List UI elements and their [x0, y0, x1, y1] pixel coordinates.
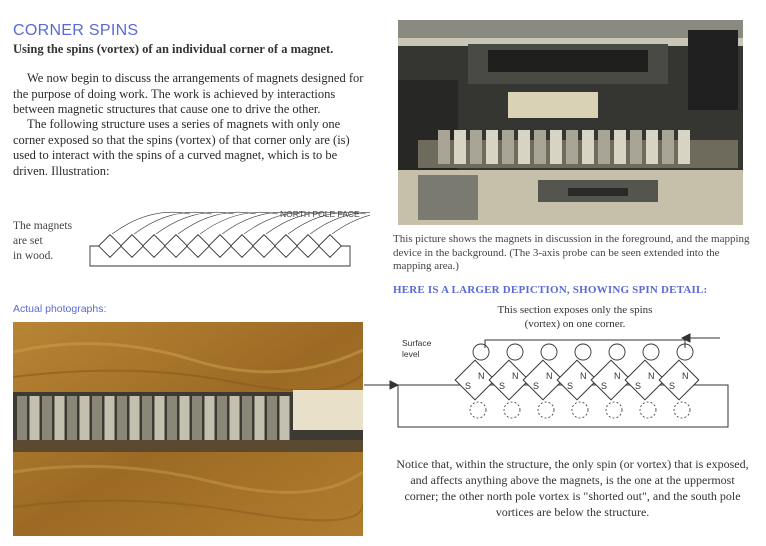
structure-paragraph: The following structure uses a series of magnets with only one corner exposed so that the spins (vortex) of that corner only are (is) used to interact with the spins of a curved magnet, which is to be driven. Illustration: — [13, 117, 350, 178]
photo-magnet — [17, 396, 27, 440]
south-pole-label: S — [601, 381, 608, 391]
small-magnet — [275, 235, 298, 258]
page-title: CORNER SPINS — [13, 22, 139, 39]
photo-magnet — [67, 396, 77, 440]
small-magnet — [319, 235, 342, 258]
north-vortex-loop — [643, 344, 659, 360]
magnets-set-label-line: The magnets — [13, 220, 73, 232]
south-pole-label: S — [499, 381, 506, 391]
small-magnet — [231, 235, 254, 258]
photo-magnet — [678, 130, 690, 164]
photo-magnet — [454, 130, 466, 164]
north-pole-label: N — [648, 371, 655, 381]
magnets-set-label-line: are set — [13, 235, 43, 247]
photo-magnet — [242, 396, 252, 440]
photo-magnet — [117, 396, 127, 440]
photo-magnet — [105, 396, 115, 440]
north-vortex-loop — [507, 344, 523, 360]
photo-magnet — [80, 396, 90, 440]
magnets-set-label-line: in wood. — [13, 250, 54, 262]
photo-magnet — [155, 396, 165, 440]
south-pole-label: S — [669, 381, 676, 391]
photo-magnet — [230, 396, 240, 440]
surface-level-line: level — [402, 349, 420, 359]
photo-magnet — [598, 130, 610, 164]
photo-magnet — [518, 130, 530, 164]
north-vortex-loop — [541, 344, 557, 360]
page-subtitle: Using the spins (vortex) of an individual corner of a magnet. — [13, 42, 334, 56]
north-vortex-loop — [575, 344, 591, 360]
photo-magnet — [92, 396, 102, 440]
photo-magnet — [142, 396, 152, 440]
photo-magnet — [42, 396, 52, 440]
surface-level-label — [402, 338, 431, 360]
photo-magnet — [180, 396, 190, 440]
south-pole-label: S — [465, 381, 472, 391]
photo-magnet — [662, 130, 674, 164]
surface-arrowhead — [390, 381, 398, 389]
photo-magnet — [502, 130, 514, 164]
photo-magnet — [566, 130, 578, 164]
south-pole-label: S — [533, 381, 540, 391]
photo-magnet — [267, 396, 277, 440]
small-magnet — [187, 235, 210, 258]
magnets-in-wood-photo — [13, 322, 363, 536]
section-note-line: (vortex) on one corner. — [524, 318, 626, 330]
photo-magnet — [486, 130, 498, 164]
photo-magnet — [280, 396, 290, 440]
photo-magnet — [470, 130, 482, 164]
photo-magnet — [255, 396, 265, 440]
photo-magnet — [582, 130, 594, 164]
photo-magnet — [217, 396, 227, 440]
north-vortex-loop — [473, 344, 489, 360]
actual-photographs-label: Actual photographs: — [13, 303, 107, 315]
small-magnet — [209, 235, 232, 258]
photo-magnet — [630, 130, 642, 164]
south-pole-label: S — [635, 381, 642, 391]
small-magnet — [99, 235, 122, 258]
photo-magnet — [30, 396, 40, 440]
magnets-in-wood-image — [13, 322, 363, 536]
small-magnet — [297, 235, 320, 258]
photo-magnet — [130, 396, 140, 440]
photo-magnet — [438, 130, 450, 164]
north-pole-label: N — [546, 371, 553, 381]
photo-magnet — [534, 130, 546, 164]
small-magnet — [143, 235, 166, 258]
north-pole-label: N — [682, 371, 689, 381]
north-pole-label: N — [614, 371, 621, 381]
north-vortex-loop — [609, 344, 625, 360]
south-pole-label: S — [567, 381, 574, 391]
small-magnet — [165, 235, 188, 258]
section-note-line: This section exposes only the spins — [497, 304, 653, 316]
north-pole-label: N — [580, 371, 587, 381]
notice-paragraph: Notice that, within the structure, the only spin (or vortex) that is exposed, and affects anything above the magnets, is the one at the uppermost corner; the other north pole vortex is "shorted out", and the south pole vortices are below the structure. — [396, 457, 749, 519]
direction-arrowhead — [682, 334, 690, 342]
larger-depiction-heading: HERE IS A LARGER DEPICTION, SHOWING SPIN DETAIL: — [393, 284, 708, 296]
photo-magnet — [646, 130, 658, 164]
photo-magnet — [205, 396, 215, 440]
north-pole-label: N — [478, 371, 485, 381]
surface-level-line: Surface — [402, 338, 432, 348]
photo-magnet — [550, 130, 562, 164]
north-pole-face-label: NORTH POLE FACE — [280, 209, 360, 219]
photo-magnet — [55, 396, 65, 440]
photo-magnet — [614, 130, 626, 164]
small-magnet — [253, 235, 276, 258]
intro-paragraph: We now begin to discuss the arrangements of magnets designed for the purpose of doing work. The work is achieved by interactions between magnetic structures that cause one to drive the other. — [13, 71, 364, 116]
photo-caption: This picture shows the magnets in discussion in the foreground, and the mapping device in the background. (The 3-axis probe can be seen extended into the mapping area.) — [393, 233, 750, 272]
north-pole-label: N — [512, 371, 519, 381]
section-note — [470, 303, 680, 331]
mapping-device-photo — [398, 20, 743, 225]
magnets-set-label — [13, 219, 72, 264]
photo-magnet — [167, 396, 177, 440]
small-magnet — [121, 235, 144, 258]
photo-magnet — [192, 396, 202, 440]
mapping-device-image — [398, 20, 743, 225]
